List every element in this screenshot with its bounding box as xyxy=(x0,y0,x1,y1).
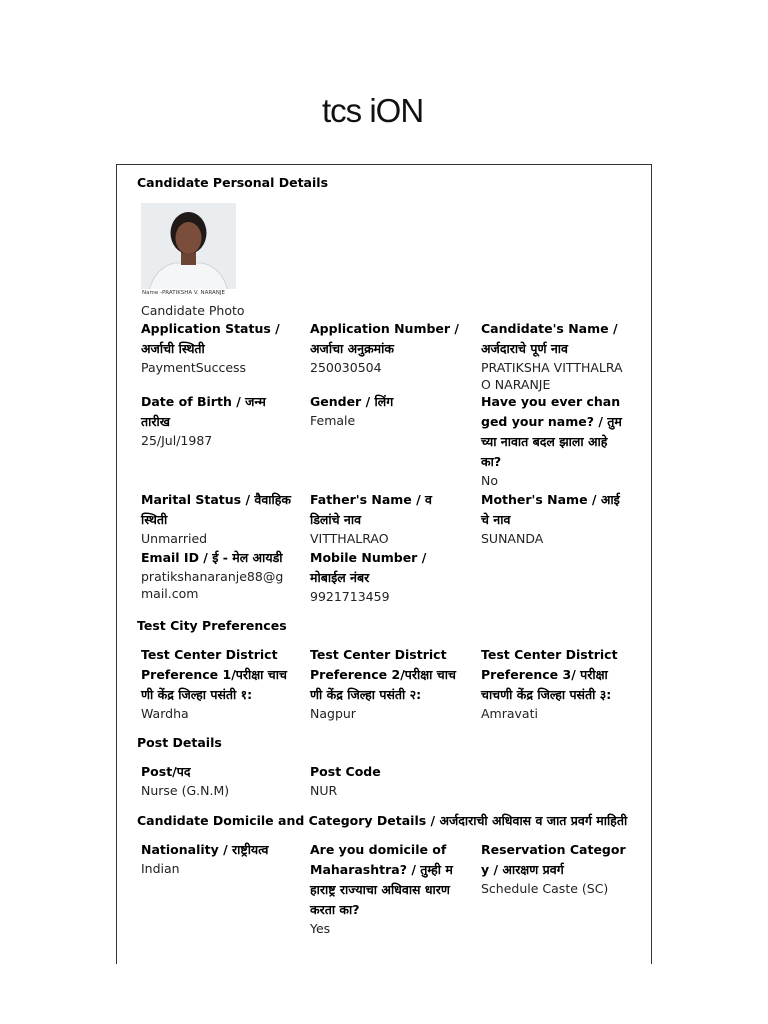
field-label: Test Center District Preference 3/ परीक्षा चाचणी केंद्र जिल्हा पसंती ३: xyxy=(481,647,618,702)
section-post-title: Post Details xyxy=(137,735,222,750)
field-value: No xyxy=(481,473,498,488)
field-label: Test Center District Preference 1/परीक्षा चाचणी केंद्र जिल्हा पसंती १: xyxy=(141,647,287,702)
field-label: Reservation Category / आरक्षण प्रवर्ग xyxy=(481,842,626,877)
field-label: Post Code xyxy=(310,764,381,779)
photo-caption: Candidate Photo xyxy=(141,303,245,318)
field-marital-status xyxy=(141,490,291,547)
field-value: 9921713459 xyxy=(310,589,390,604)
field-label: Date of Birth / जन्म तारीख xyxy=(141,394,266,429)
field-label: Email ID / ई - मेल आयडी xyxy=(141,550,283,565)
field-nationality xyxy=(141,840,291,877)
field-value: PaymentSuccess xyxy=(141,360,247,375)
section-test-city-title: Test City Preferences xyxy=(137,618,287,633)
candidate-photo-image xyxy=(141,203,236,299)
field-value: Amravati xyxy=(481,706,538,721)
field-mobile-number xyxy=(310,548,435,605)
field-label: Mobile Number / मोबाईल नंबर xyxy=(310,550,427,585)
field-value: NUR xyxy=(310,783,338,798)
field-value: PRATIKSHA VITTHALRAO NARANJE xyxy=(481,360,623,392)
field-application-number xyxy=(310,319,460,376)
field-value: Female xyxy=(310,413,356,428)
field-label: Have you ever changed your name? / तुमच्या नावात बदल झाला आहे का? xyxy=(481,394,622,469)
field-test-center-2 xyxy=(310,645,458,722)
field-label: Application Number / अर्जाचा अनुक्रमांक xyxy=(310,321,459,356)
field-label: Mother's Name / आईचे नाव xyxy=(481,492,620,527)
tcs-ion-logo xyxy=(320,86,450,134)
field-label: Father's Name / वडिलांचे नाव xyxy=(310,492,432,527)
section-personal-title: Candidate Personal Details xyxy=(137,175,329,190)
field-label: Candidate's Name / अर्जदाराचे पूर्ण नाव xyxy=(481,321,618,356)
field-value: Unmarried xyxy=(141,531,208,546)
field-label: Post/पद xyxy=(141,764,191,779)
field-value: Nurse (G.N.M) xyxy=(141,783,230,798)
field-value: Nagpur xyxy=(310,706,356,721)
field-candidate-name xyxy=(481,319,626,393)
field-label: Marital Status / वैवाहिक स्थिती xyxy=(141,492,291,527)
field-mother-name xyxy=(481,490,626,547)
field-application-status xyxy=(141,319,291,376)
field-test-center-1 xyxy=(141,645,289,722)
field-label: Are you domicile of Maharashtra? / तुम्ही महाराष्ट्र राज्याचा अधिवास धारण करता का? xyxy=(310,842,453,917)
field-reservation-category xyxy=(481,840,629,897)
field-gender xyxy=(310,392,460,429)
tcs-ion-logo-text: tcs iON xyxy=(322,92,424,129)
field-post-code xyxy=(310,762,460,799)
field-value: 25/Jul/1987 xyxy=(141,433,213,448)
field-value: SUNANDA xyxy=(481,531,544,546)
field-value: Indian xyxy=(141,861,180,876)
application-card xyxy=(116,164,652,964)
field-date-of-birth xyxy=(141,392,291,449)
field-father-name xyxy=(310,490,435,547)
photo-name-strip: Name -PRATIKSHA V. NARANJE xyxy=(142,290,225,296)
field-value: 250030504 xyxy=(310,360,382,375)
field-label: Nationality / राष्ट्रीयत्व xyxy=(141,842,269,857)
field-domicile-maharashtra xyxy=(310,840,458,937)
field-value: Schedule Caste (SC) xyxy=(481,881,609,896)
field-email xyxy=(141,548,286,602)
candidate-photo xyxy=(141,203,236,299)
field-value: VITTHALRAO xyxy=(310,531,389,546)
field-label: Gender / लिंग xyxy=(310,394,394,409)
field-label: Test Center District Preference 2/परीक्षा चाचणी केंद्र जिल्हा पसंती २: xyxy=(310,647,456,702)
field-value: pratikshanaranje88@gmail.com xyxy=(141,569,284,601)
field-label: Application Status / अर्जाची स्थिती xyxy=(141,321,280,356)
field-post xyxy=(141,762,291,799)
field-value: Yes xyxy=(310,921,331,936)
field-value: Wardha xyxy=(141,706,189,721)
section-domicile-title: Candidate Domicile and Category Details / अर्जदाराची अधिवास व जात प्रवर्ग माहिती xyxy=(137,813,628,828)
field-name-change xyxy=(481,392,626,489)
field-test-center-3 xyxy=(481,645,629,722)
